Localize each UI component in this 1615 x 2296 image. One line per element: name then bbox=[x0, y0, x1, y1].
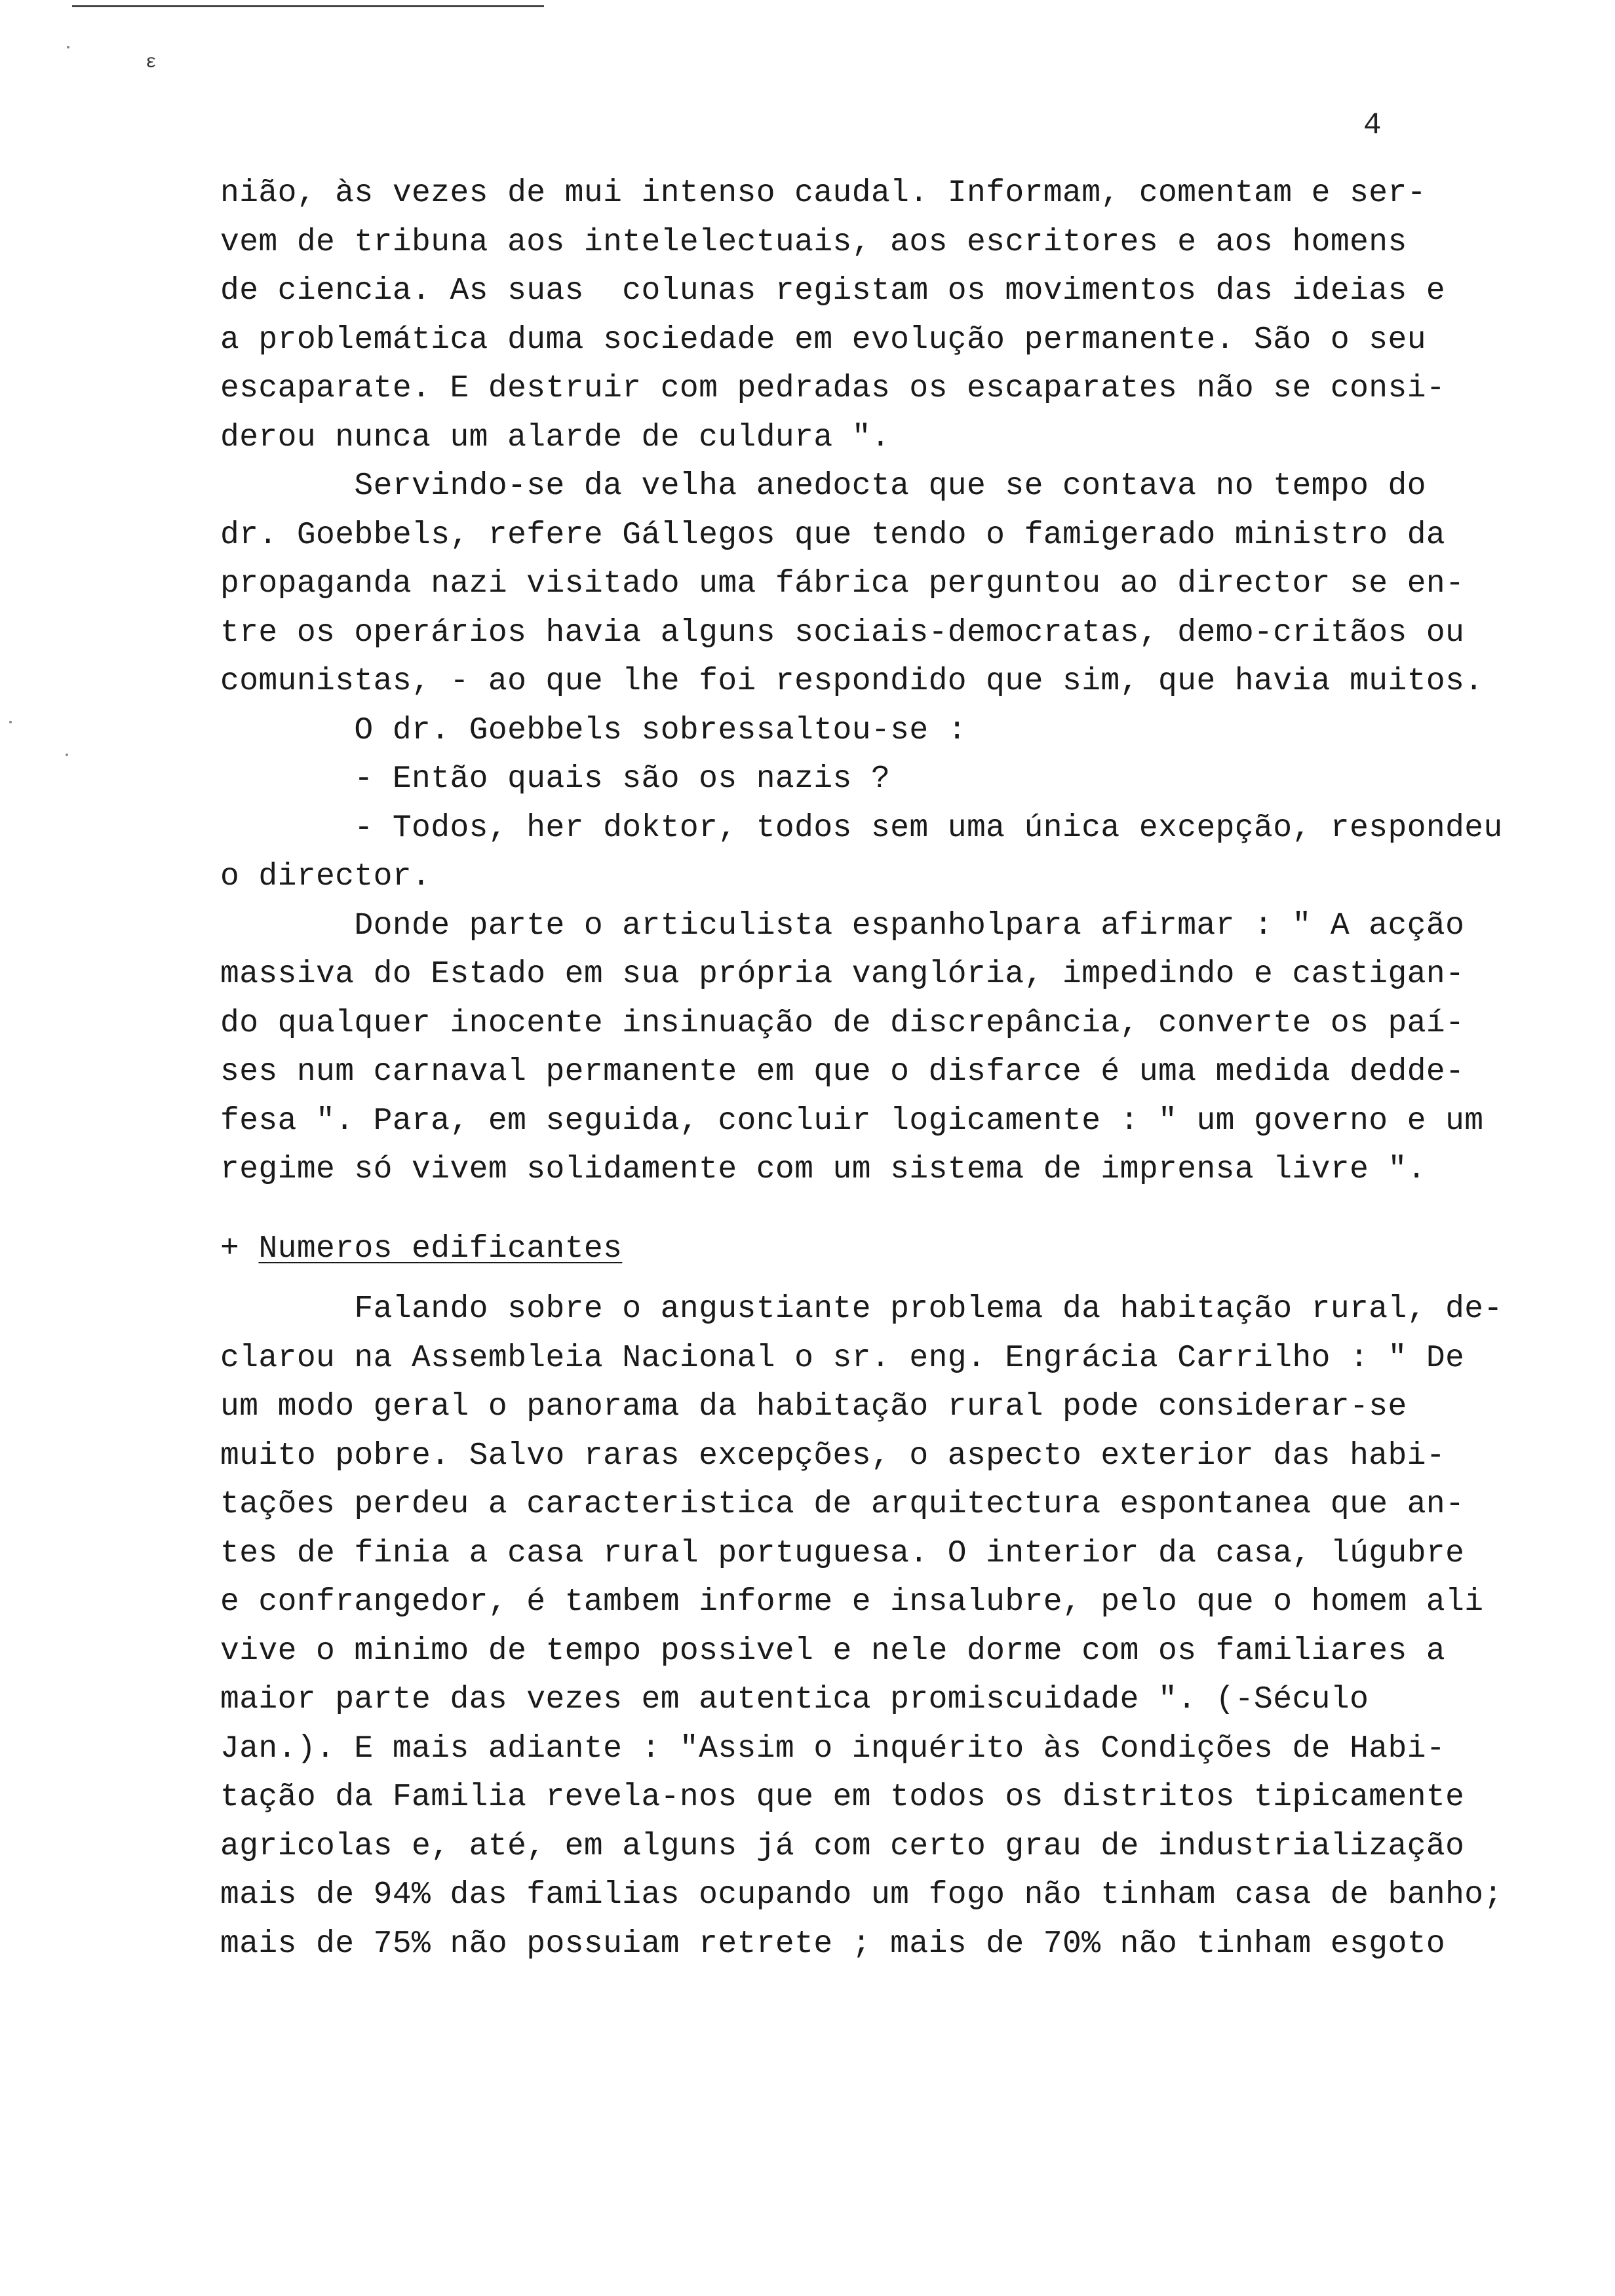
section-heading bbox=[220, 1225, 1557, 1274]
text-line: Jan.). E mais adiante : "Assim o inquérito às Condições de Habi- bbox=[220, 1731, 1446, 1767]
text-line: - Então quais são os nazis ? bbox=[220, 761, 891, 797]
text-line: regime só vivem solidamente com um sistema de imprensa livre ". bbox=[220, 1152, 1426, 1187]
text-line: tações perdeu a caracteristica de arquitectura espontanea que an- bbox=[220, 1487, 1465, 1522]
text-line: clarou na Assembleia Nacional o sr. eng. Engrácia Carrilho : " De bbox=[220, 1340, 1465, 1376]
text-line: - Todos, her doktor, todos sem uma única excepção, respondeu bbox=[220, 810, 1503, 846]
heading-text: Numeros edificantes bbox=[258, 1231, 623, 1267]
text-line: ses num carnaval permanente em que o disfarce é uma medida dedde- bbox=[220, 1054, 1465, 1090]
text-line: mais de 94% das familias ocupando um fogo não tinham casa de banho; bbox=[220, 1877, 1503, 1913]
text-line: um modo geral o panorama da habitação rural pode considerar-se bbox=[220, 1389, 1407, 1425]
text-line: escaparate. E destruir com pedradas os escaparates não se consi- bbox=[220, 371, 1446, 406]
text-line: fesa ". Para, em seguida, concluir logicamente : " um governo e um bbox=[220, 1103, 1484, 1139]
text-line: vive o minimo de tempo possivel e nele dorme com os familiares a bbox=[220, 1633, 1446, 1669]
text-line: propaganda nazi visitado uma fábrica perguntou ao director se en- bbox=[220, 566, 1465, 602]
heading-bullet: + bbox=[220, 1231, 240, 1267]
text-line: o director. bbox=[220, 859, 431, 894]
text-line: Servindo-se da velha anedocta que se contava no tempo do bbox=[220, 469, 1426, 504]
text-line: Falando sobre o angustiante problema da habitação rural, de- bbox=[220, 1292, 1503, 1327]
corner-mark: ε bbox=[146, 52, 157, 73]
document-body bbox=[220, 169, 1557, 1968]
text-line: dr. Goebbels, refere Gállegos que tendo o famigerado ministro da bbox=[220, 517, 1446, 553]
scan-speck bbox=[67, 46, 69, 48]
scan-speck bbox=[66, 754, 68, 756]
text-line: nião, às vezes de mui intenso caudal. Informam, comentam e ser- bbox=[220, 176, 1426, 211]
page-number: 4 bbox=[1363, 108, 1382, 142]
text-line: maior parte das vezes em autentica promiscuidade ". (-Século bbox=[220, 1682, 1369, 1717]
text-line: agricolas e, até, em alguns já com certo grau de industrialização bbox=[220, 1828, 1465, 1864]
text-line: tação da Familia revela-nos que em todos os distritos tipicamente bbox=[220, 1780, 1465, 1815]
text-line: mais de 75% não possuiam retrete ; mais de 70% não tinham esgoto bbox=[220, 1926, 1446, 1962]
text-line: de ciencia. As suas colunas registam os movimentos das ideias e bbox=[220, 273, 1446, 309]
text-line: tre os operários havia alguns sociais-democratas, demo-critãos ou bbox=[220, 615, 1465, 651]
scan-speck bbox=[9, 721, 12, 723]
text-line: a problemática duma sociedade em evolução permanente. São o seu bbox=[220, 322, 1426, 358]
text-line: e confrangedor, é tambem informe e insalubre, pelo que o homem ali bbox=[220, 1584, 1484, 1620]
text-line: do qualquer inocente insinuação de discrepância, converte os paí- bbox=[220, 1005, 1465, 1041]
text-line: Donde parte o articulista espanholpara afirmar : " A acção bbox=[220, 908, 1465, 944]
text-line: vem de tribuna aos intelelectuais, aos escritores e aos homens bbox=[220, 224, 1407, 260]
top-scan-rule bbox=[72, 5, 544, 7]
text-line: comunistas, - ao que lhe foi respondido que sim, que havia muitos. bbox=[220, 664, 1484, 699]
text-line: O dr. Goebbels sobressaltou-se : bbox=[220, 712, 967, 748]
text-line: tes de finia a casa rural portuguesa. O interior da casa, lúgubre bbox=[220, 1535, 1465, 1571]
text-line: massiva do Estado em sua própria vanglória, impedindo e castigan- bbox=[220, 957, 1465, 992]
text-line: muito pobre. Salvo raras excepções, o aspecto exterior das habi- bbox=[220, 1438, 1446, 1474]
text-line: derou nunca um alarde de culdura ". bbox=[220, 419, 891, 455]
